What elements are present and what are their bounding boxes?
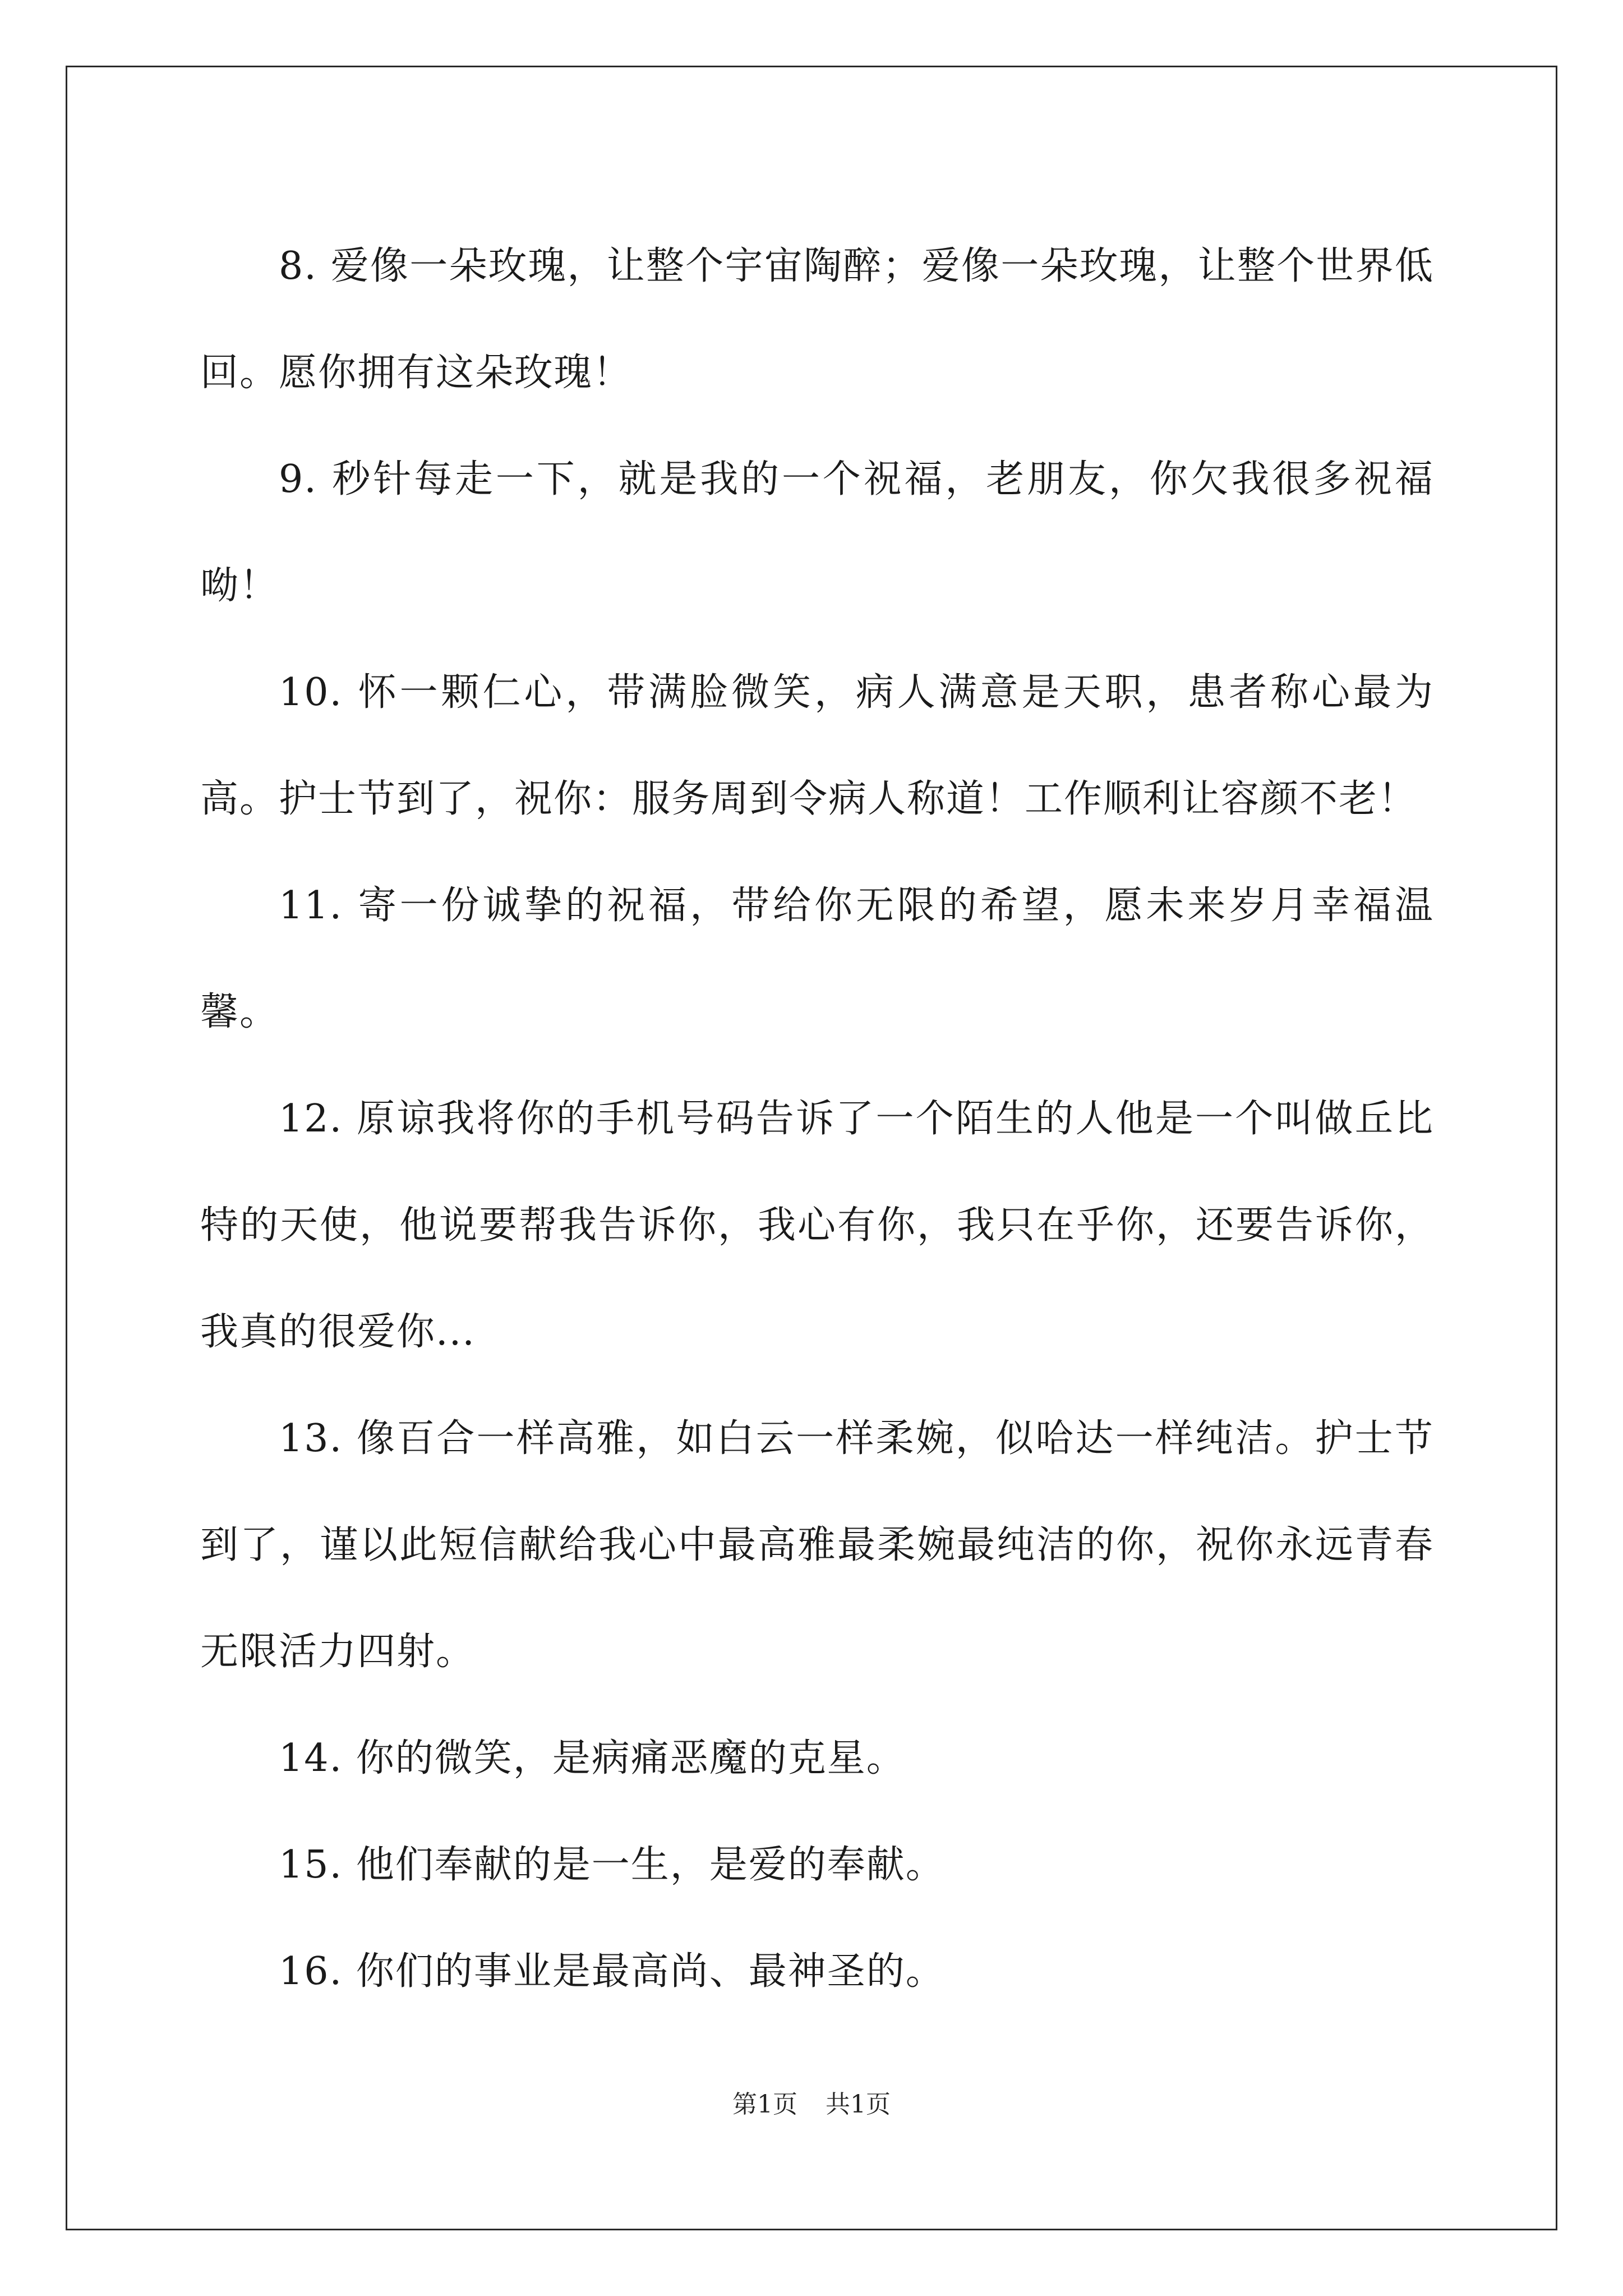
page-number: 第1页: [732, 2090, 797, 2119]
paragraph-16: 16. 你们的事业是最高尚、最神圣的。: [279, 1949, 945, 1994]
page-total: 共1页: [826, 2090, 891, 2119]
paragraph-13: 13. 像百合一样高雅，如白云一样柔婉，似哈达一样纯洁。护士节到了，谨以此短信献给我心中最高雅最柔婉最纯洁的你，祝你永远青春无限活力四射。: [200, 1416, 1434, 1674]
paragraph-14: 14. 你的微笑，是病痛恶魔的克星。: [279, 1736, 906, 1780]
page-footer: [0, 2084, 1623, 2120]
paragraph-15: 15. 他们奉献的是一生，是爱的奉献。: [279, 1843, 945, 1887]
paragraph-9: 9. 秒针每走一下，就是我的一个祝福，老朋友，你欠我很多祝福呦！: [200, 457, 1434, 608]
paragraph-10: 10. 怀一颗仁心，带满脸微笑，病人满意是天职，患者称心最为高。护士节到了，祝你：服务周到令病人称道！工作顺利让容颜不老！: [200, 670, 1434, 821]
paragraph-12: 12. 原谅我将你的手机号码告诉了一个陌生的人他是一个叫做丘比特的天使，他说要帮我告诉你，我心有你，我只在乎你，还要告诉你，我真的很爱你...: [200, 1097, 1434, 1354]
paragraph-11: 11. 寄一份诚挚的祝福，带给你无限的希望，愿未来岁月幸福温馨。: [200, 884, 1434, 1034]
paragraph-8: 8. 爱像一朵玫瑰，让整个宇宙陶醉；爱像一朵玫瑰，让整个世界低回。愿你拥有这朵玫瑰！: [200, 244, 1434, 395]
document-body: [200, 213, 1434, 2025]
